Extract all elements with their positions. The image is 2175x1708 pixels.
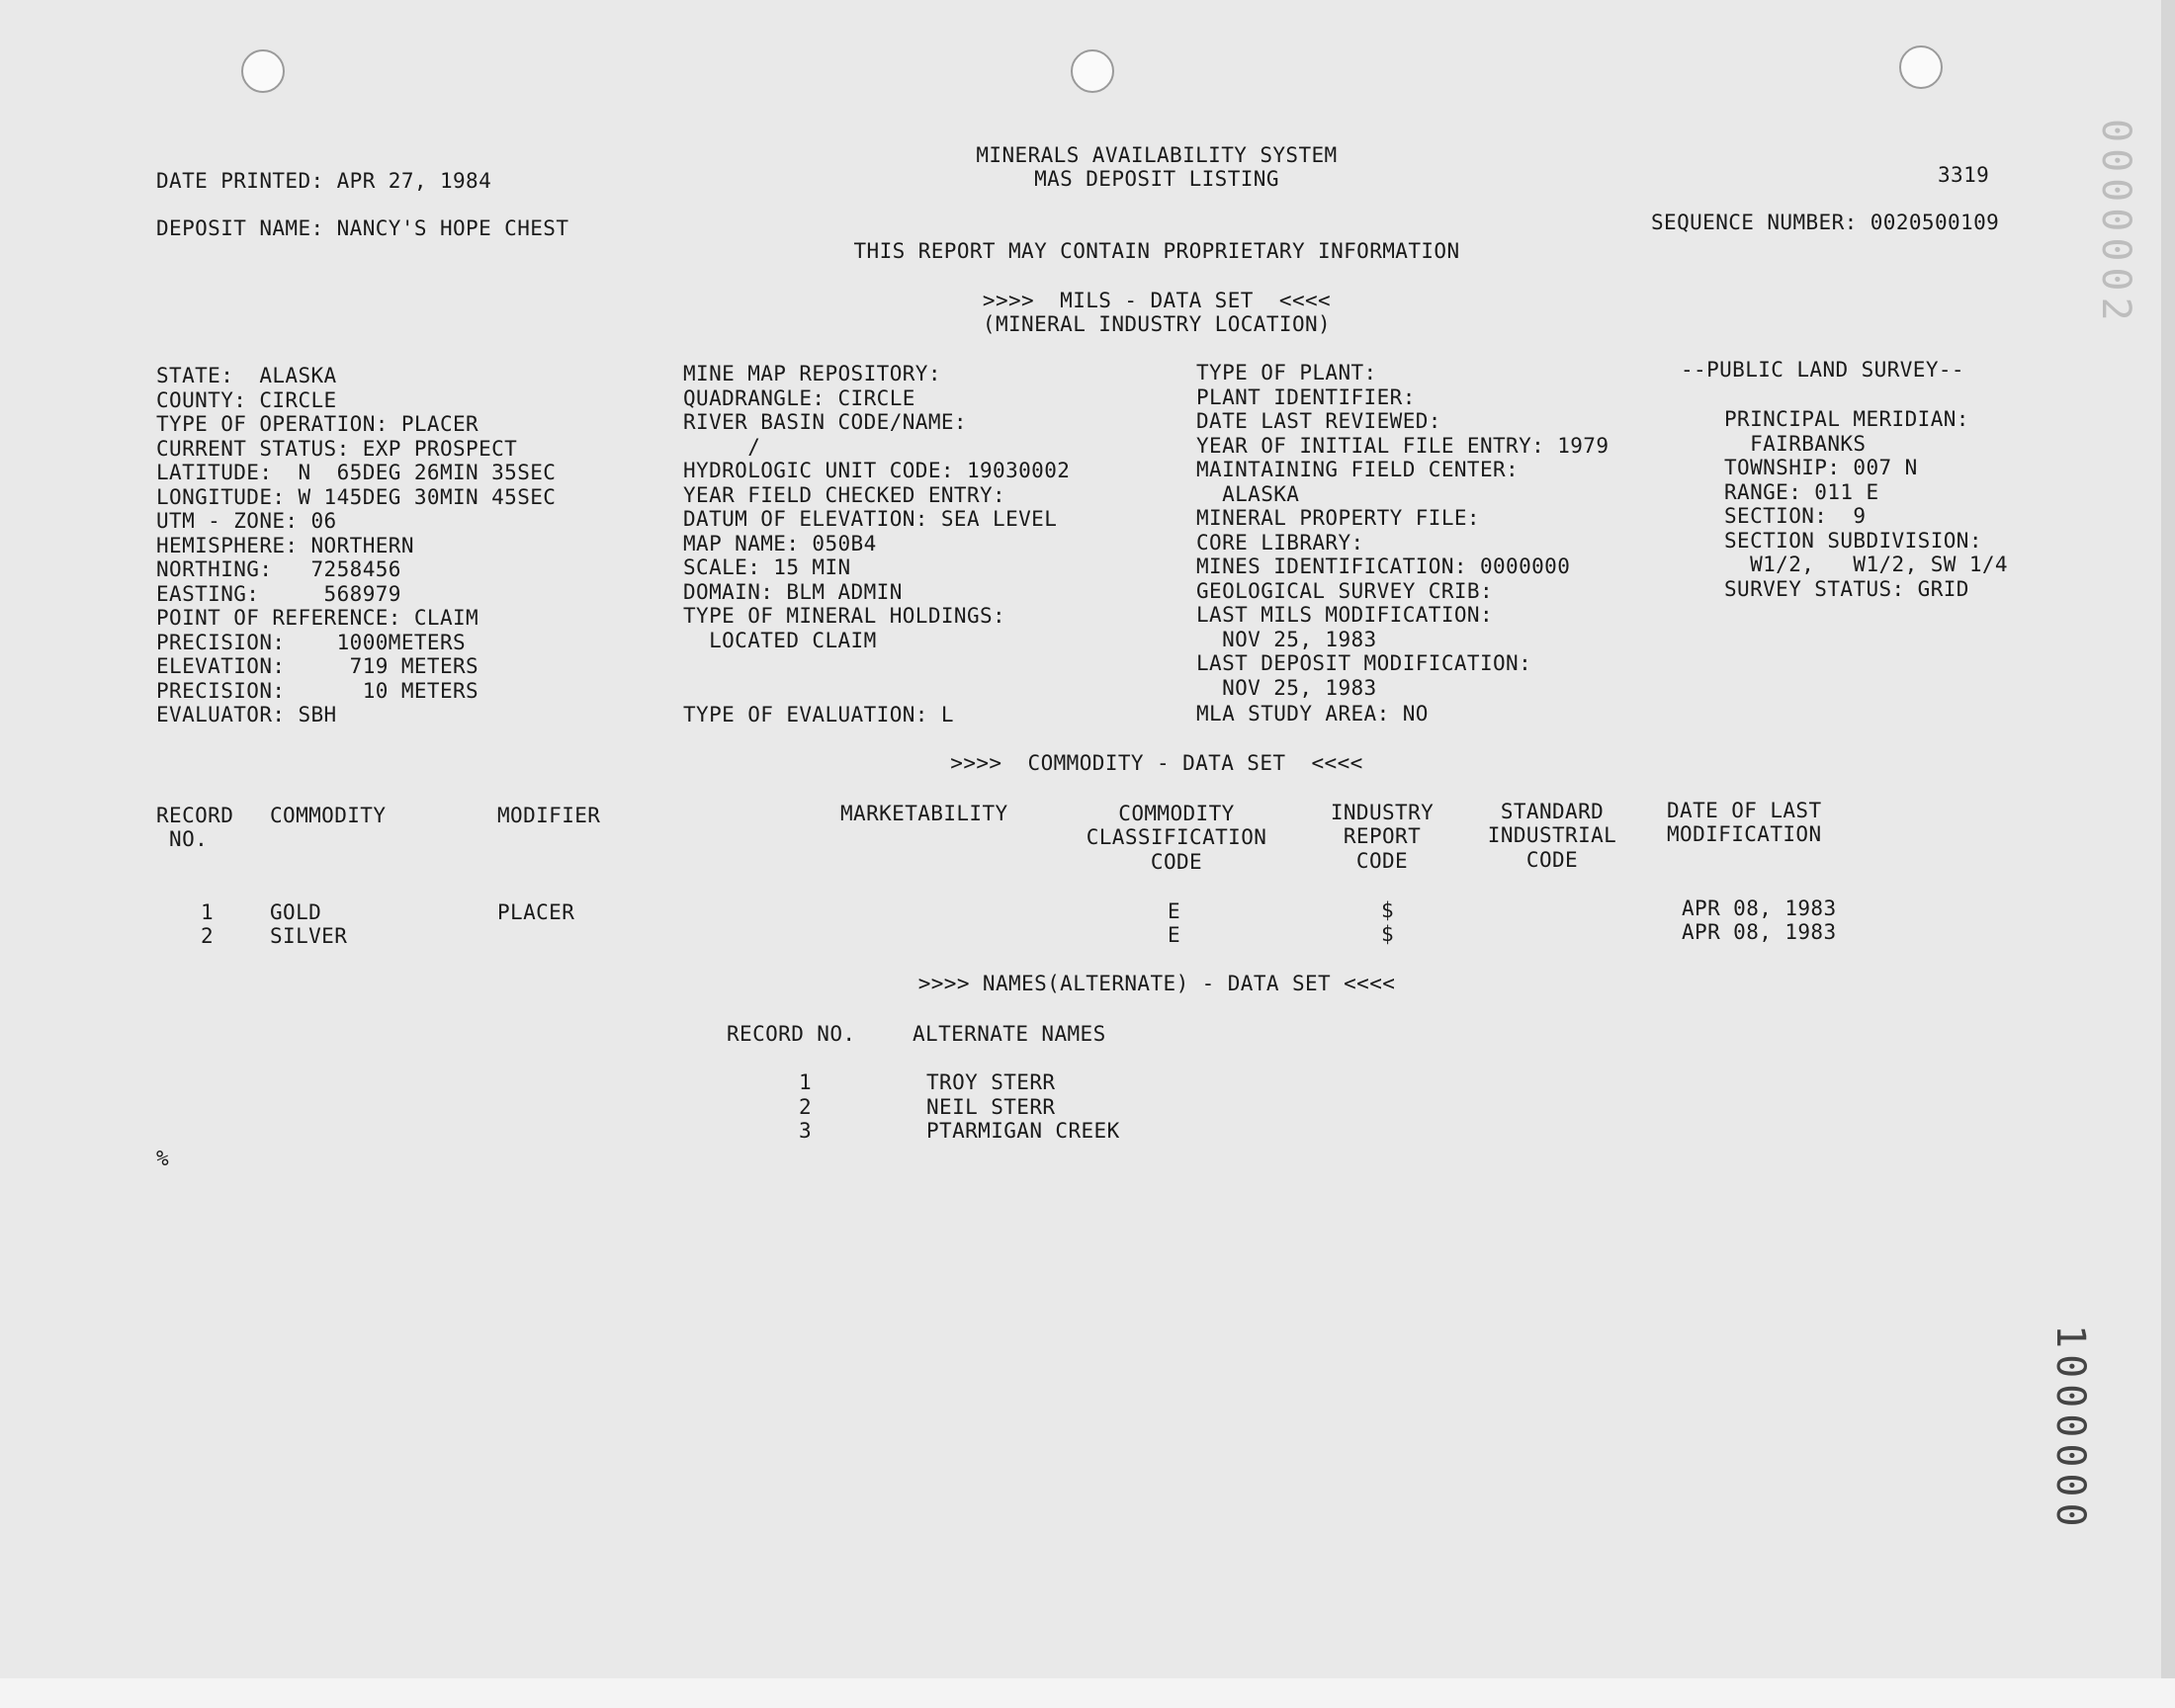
field-line: MLA STUDY AREA: NO (1196, 702, 1429, 726)
names-header-names: ALTERNATE NAMES (913, 1022, 1106, 1046)
row-date: APR 08, 1983 (1682, 920, 1837, 944)
field-line: STATE: ALASKA (156, 364, 337, 387)
field-line: RANGE: 011 E (1724, 479, 1879, 504)
header-marketability: MARKETABILITY (840, 802, 1008, 825)
name-record-no: 1 (799, 1070, 813, 1094)
header-industry: REPORT (1343, 824, 1422, 848)
field-line: MINERAL PROPERTY FILE: (1196, 506, 1480, 530)
field-line: ELEVATION: 719 METERS (156, 654, 479, 678)
row-commodity: GOLD (270, 900, 322, 924)
field-line: SURVEY STATUS: GRID (1724, 576, 1969, 601)
field-line: PRECISION: 10 METERS (156, 678, 479, 703)
field-line: HEMISPHERE: NORTHERN (156, 533, 414, 557)
header-sic: INDUSTRIAL (1487, 823, 1617, 847)
field-line: TOWNSHIP: 007 N (1724, 456, 1918, 479)
field-line: GEOLOGICAL SURVEY CRIB: (1196, 578, 1493, 603)
field-line: MAP NAME: 050B4 (683, 531, 877, 555)
mils-subtitle: (MINERAL INDUSTRY LOCATION) (982, 312, 1332, 336)
field-line: LONGITUDE: W 145DEG 30MIN 45SEC (156, 484, 557, 509)
header-industry: CODE (1355, 849, 1409, 873)
file-number-stamp-bottom: 1000000 (2047, 1324, 2093, 1533)
page-bottom-margin (0, 1678, 2175, 1708)
field-line: NOV 25, 1983 (1196, 627, 1377, 651)
field-line: QUADRANGLE: CIRCLE (683, 385, 915, 410)
file-number-stamp-top: 0000002 (2093, 119, 2138, 327)
mils-title: >>>> MILS - DATA SET <<<< (982, 289, 1332, 312)
row-industry: $ (1381, 922, 1395, 946)
field-line: EVALUATOR: SBH (156, 703, 337, 726)
public-land-survey-title: --PUBLIC LAND SURVEY-- (1681, 358, 1964, 382)
header-classification: CLASSIFICATION (1086, 825, 1267, 849)
field-line: SECTION SUBDIVISION: (1724, 528, 1982, 553)
field-line: LOCATED CLAIM (683, 628, 877, 652)
field-line: PRECISION: 1000METERS (156, 630, 467, 654)
page-edge-shadow (2161, 0, 2175, 1708)
field-line: YEAR FIELD CHECKED ENTRY: (683, 482, 1006, 507)
field-line: DATUM OF ELEVATION: SEA LEVEL (683, 507, 1058, 531)
field-line: LAST DEPOSIT MODIFICATION: (1196, 651, 1532, 675)
date-printed: DATE PRINTED: APR 27, 1984 (156, 169, 492, 193)
field-line: ALASKA (1196, 481, 1300, 506)
field-line: SECTION: 9 (1724, 504, 1867, 528)
row-number: 1 (201, 900, 215, 924)
proprietary-notice: THIS REPORT MAY CONTAIN PROPRIETARY INFORMATION (853, 239, 1460, 263)
punch-hole-left (241, 49, 285, 93)
header-commodity: COMMODITY (270, 804, 387, 827)
field-line: MINE MAP REPOSITORY: (683, 362, 941, 385)
row-date: APR 08, 1983 (1682, 897, 1837, 920)
row-industry: $ (1381, 898, 1395, 922)
field-line: FAIRBANKS (1724, 431, 1867, 456)
field-line: LATITUDE: N 65DEG 26MIN 35SEC (156, 461, 557, 484)
name-record-no: 2 (799, 1095, 813, 1119)
header-sic: STANDARD (1500, 800, 1605, 823)
sequence-number: SEQUENCE NUMBER: 0020500109 (1651, 211, 2000, 234)
alternate-name: NEIL STERR (926, 1095, 1056, 1119)
header-date: MODIFICATION (1667, 822, 1822, 846)
field-line: NOV 25, 1983 (1196, 675, 1377, 700)
field-line: TYPE OF MINERAL HOLDINGS: (683, 604, 1006, 628)
row-classification: E (1168, 899, 1181, 923)
header-classification: COMMODITY (1118, 802, 1235, 825)
field-line: TYPE OF EVALUATION: L (683, 703, 954, 726)
system-title: MINERALS AVAILABILITY SYSTEM (976, 143, 1338, 167)
field-line: MINES IDENTIFICATION: 0000000 (1196, 555, 1571, 578)
field-line: EASTING: 568979 (156, 581, 401, 606)
row-commodity: SILVER (270, 924, 348, 948)
punch-hole-center (1071, 49, 1114, 93)
row-number: 2 (201, 924, 215, 948)
field-line: COUNTY: CIRCLE (156, 387, 337, 412)
field-line: MAINTAINING FIELD CENTER: (1196, 458, 1520, 481)
field-line: TYPE OF OPERATION: PLACER (156, 412, 479, 436)
header-record-no: NO. (156, 827, 209, 851)
alternate-name: PTARMIGAN CREEK (926, 1119, 1120, 1143)
page-id: 3319 (1938, 163, 1990, 187)
end-of-record-mark: % (156, 1147, 170, 1170)
header-industry: INDUSTRY (1330, 801, 1435, 824)
field-line: POINT OF REFERENCE: CLAIM (156, 606, 479, 630)
header-sic: CODE (1525, 848, 1579, 872)
names-title: >>>> NAMES(ALTERNATE) - DATA SET <<<< (917, 972, 1396, 995)
field-line: HYDROLOGIC UNIT CODE: 19030002 (683, 459, 1071, 482)
field-line: CORE LIBRARY: (1196, 530, 1364, 555)
deposit-name: DEPOSIT NAME: NANCY'S HOPE CHEST (156, 216, 569, 240)
header-date: DATE OF LAST (1667, 799, 1822, 822)
punch-hole-right (1899, 45, 1943, 89)
field-line: NORTHING: 7258456 (156, 557, 401, 581)
row-modifier: PLACER (497, 900, 575, 924)
field-line: DOMAIN: BLM ADMIN (683, 579, 903, 604)
field-line: DATE LAST REVIEWED: (1196, 409, 1441, 433)
field-line: RIVER BASIN CODE/NAME: (683, 410, 967, 434)
name-record-no: 3 (799, 1119, 813, 1143)
field-line: PLANT IDENTIFIER: (1196, 384, 1416, 409)
commodity-title: >>>> COMMODITY - DATA SET <<<< (950, 751, 1363, 775)
listing-title: MAS DEPOSIT LISTING (1034, 167, 1279, 191)
header-modifier: MODIFIER (497, 804, 601, 827)
field-line: LAST MILS MODIFICATION: (1196, 603, 1493, 627)
header-classification: CODE (1150, 850, 1203, 874)
row-classification: E (1168, 923, 1181, 947)
field-line: TYPE OF PLANT: (1196, 361, 1377, 384)
field-line: UTM - ZONE: 06 (156, 509, 337, 533)
field-line: PRINCIPAL MERIDIAN: (1724, 407, 1969, 431)
field-line: / (683, 434, 761, 459)
field-line: CURRENT STATUS: EXP PROSPECT (156, 436, 518, 461)
field-line: W1/2, W1/2, SW 1/4 (1724, 553, 2008, 576)
field-line: YEAR OF INITIAL FILE ENTRY: 1979 (1196, 433, 1610, 458)
alternate-name: TROY STERR (926, 1070, 1056, 1094)
header-record: RECORD (156, 804, 234, 827)
field-line: SCALE: 15 MIN (683, 555, 851, 579)
names-header-record: RECORD NO. (727, 1022, 856, 1046)
